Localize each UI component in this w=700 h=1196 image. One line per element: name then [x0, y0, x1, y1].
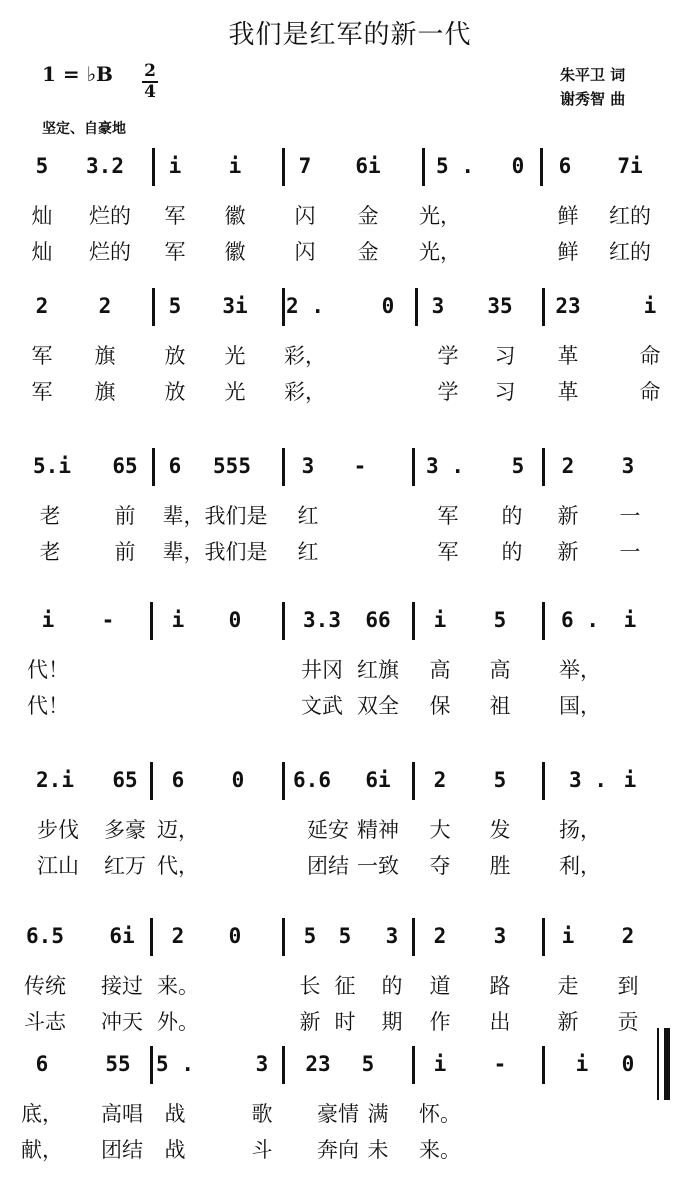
lyric-syllable: 团结 — [307, 854, 349, 878]
barline — [542, 448, 545, 486]
note: 35 — [487, 294, 513, 318]
note-row — [0, 288, 700, 328]
lyric-syllable: 团结 — [101, 1138, 143, 1162]
lyric-syllable: 学 — [437, 344, 459, 368]
note: 23 — [305, 1052, 331, 1076]
note: 0 — [231, 768, 245, 792]
note: i — [561, 924, 575, 948]
score-system — [0, 762, 700, 912]
lyric-syllable: 国， — [559, 694, 601, 718]
barline — [152, 148, 155, 186]
lyric-syllable: 军 — [31, 344, 53, 368]
lyric-syllable: 文武 — [301, 694, 343, 718]
lyric-syllable: 旗 — [94, 344, 116, 368]
barline — [542, 918, 545, 956]
barline — [282, 148, 285, 186]
lyric-syllable: 金 — [357, 204, 379, 228]
lyric-syllable: 红 — [297, 504, 319, 528]
barline — [412, 1046, 415, 1084]
note: 5 . — [156, 1052, 194, 1076]
lyric-syllable: 代！ — [27, 658, 69, 682]
note: 0 — [621, 1052, 635, 1076]
lyric-syllable: 闪 — [294, 204, 316, 228]
lyric-syllable: 底， — [21, 1102, 63, 1126]
lyric-syllable: 彩， — [284, 380, 326, 404]
composer: 谢秀智 曲 — [560, 90, 626, 108]
lyric-syllable: 贡 — [617, 1010, 639, 1034]
note: - — [493, 1052, 507, 1076]
barline — [150, 918, 153, 956]
lyric-syllable: 高 — [429, 658, 451, 682]
note: 3 — [621, 454, 635, 478]
lyric-line-1 — [0, 200, 700, 232]
barline — [152, 448, 155, 486]
lyric-syllable: 发 — [489, 818, 511, 842]
lyric-syllable: 江山 — [37, 854, 79, 878]
lyric-syllable: 道 — [429, 974, 451, 998]
lyric-syllable: 战 — [164, 1138, 186, 1162]
score-system — [0, 288, 700, 438]
lyric-syllable: 烂的 — [89, 240, 131, 264]
lyric-syllable: 扬， — [559, 818, 601, 842]
lyric-syllable: 新 — [557, 540, 579, 564]
note: 2.i — [36, 768, 74, 792]
lyric-syllable: 延安 — [307, 818, 349, 842]
lyric-syllable: 期 — [381, 1010, 403, 1034]
lyric-syllable: 命 — [639, 380, 661, 404]
note: 5 . — [436, 154, 474, 178]
score-system — [0, 148, 700, 298]
note: 2 — [621, 924, 635, 948]
lyric-syllable: 徽 — [224, 204, 246, 228]
time-signature — [142, 62, 158, 102]
note: 3 — [385, 924, 399, 948]
lyric-syllable: 军 — [437, 504, 459, 528]
lyric-syllable: 代！ — [27, 694, 69, 718]
lyric-syllable: 征 — [334, 974, 356, 998]
lyric-syllable: 高 — [489, 658, 511, 682]
lyric-line-1 — [0, 654, 700, 686]
lyric-syllable: 老 — [39, 540, 61, 564]
note-row — [0, 448, 700, 488]
note-row — [0, 762, 700, 802]
lyric-syllable: 鲜 — [557, 240, 579, 264]
lyric-syllable: 斗志 — [24, 1010, 66, 1034]
lyric-syllable: 祖 — [489, 694, 511, 718]
note: 6.6 — [293, 768, 331, 792]
lyric-syllable: 多豪 — [104, 818, 146, 842]
lyric-syllable: 烂的 — [89, 204, 131, 228]
note: - — [101, 608, 115, 632]
time-top: 2 — [144, 61, 156, 81]
lyric-line-2 — [0, 536, 700, 568]
note: 6i — [365, 768, 391, 792]
barline — [282, 602, 285, 640]
lyric-syllable: 奔向 — [317, 1138, 359, 1162]
barline — [282, 918, 285, 956]
note: 555 — [213, 454, 251, 478]
lyric-syllable: 歌 — [251, 1102, 273, 1126]
lyric-syllable: 军 — [31, 380, 53, 404]
lyric-syllable: 双全 — [357, 694, 399, 718]
score-system — [0, 1046, 700, 1196]
note: 3 — [493, 924, 507, 948]
note-row — [0, 1046, 700, 1086]
lyric-line-1 — [0, 970, 700, 1002]
lyric-syllable: 红万 — [104, 854, 146, 878]
note: 7 — [298, 154, 312, 178]
lyric-syllable: 来。 — [419, 1138, 461, 1162]
lyric-syllable: 新 — [557, 504, 579, 528]
lyric-syllable: 红旗 — [357, 658, 399, 682]
lyric-line-2 — [0, 850, 700, 882]
note: 3 . — [426, 454, 464, 478]
lyric-syllable: 斗 — [251, 1138, 273, 1162]
lyric-syllable: 放 — [164, 344, 186, 368]
barline — [412, 602, 415, 640]
barline — [282, 288, 285, 326]
lyric-syllable: 满 — [367, 1102, 389, 1126]
note: 3i — [222, 294, 248, 318]
lyricist: 朱平卫 词 — [560, 66, 626, 84]
note: 0 — [381, 294, 395, 318]
note: 65 — [112, 454, 138, 478]
lyric-syllable: 保 — [429, 694, 451, 718]
note: i — [643, 294, 657, 318]
barline — [542, 288, 545, 326]
note: 6.5 — [26, 924, 64, 948]
note: 3 — [431, 294, 445, 318]
lyric-syllable: 路 — [489, 974, 511, 998]
barline — [150, 602, 153, 640]
lyric-syllable: 一 — [619, 504, 641, 528]
barline — [412, 762, 415, 800]
barline — [412, 918, 415, 956]
barline — [152, 288, 155, 326]
lyric-syllable: 老 — [39, 504, 61, 528]
note: i — [623, 608, 637, 632]
note: 5 — [511, 454, 525, 478]
note: 3 — [301, 454, 315, 478]
note: 23 — [555, 294, 581, 318]
lyric-line-2 — [0, 1006, 700, 1038]
note: 5 — [493, 608, 507, 632]
lyric-line-2 — [0, 376, 700, 408]
lyric-syllable: 高唱 — [101, 1102, 143, 1126]
barline — [412, 448, 415, 486]
note: 66 — [365, 608, 391, 632]
final-barline-thick — [664, 1028, 670, 1100]
note: 0 — [511, 154, 525, 178]
lyric-syllable: 光， — [419, 204, 461, 228]
lyric-syllable: 鲜 — [557, 204, 579, 228]
barline — [542, 602, 545, 640]
score-system — [0, 602, 700, 752]
lyric-syllable: 精神 — [357, 818, 399, 842]
barline — [542, 1046, 545, 1084]
note-row — [0, 918, 700, 958]
note: 3 . — [569, 768, 607, 792]
note: 6 . — [561, 608, 599, 632]
lyric-syllable: 金 — [357, 240, 379, 264]
lyric-syllable: 辈，我们是 — [162, 540, 268, 564]
lyric-syllable: 新 — [299, 1010, 321, 1034]
note: i — [623, 768, 637, 792]
lyric-syllable: 代， — [157, 854, 199, 878]
lyric-syllable: 迈， — [157, 818, 199, 842]
lyric-syllable: 长 — [299, 974, 321, 998]
note: 2 — [433, 768, 447, 792]
lyric-line-2 — [0, 1134, 700, 1166]
lyric-syllable: 步伐 — [37, 818, 79, 842]
lyric-syllable: 冲天 — [101, 1010, 143, 1034]
note: 6 — [171, 768, 185, 792]
lyric-syllable: 彩， — [284, 344, 326, 368]
note: 3.2 — [86, 154, 124, 178]
note: 0 — [228, 608, 242, 632]
lyric-syllable: 旗 — [94, 380, 116, 404]
final-barline-thin — [657, 1028, 659, 1100]
note: 2 — [171, 924, 185, 948]
lyric-syllable: 的 — [501, 540, 523, 564]
note: 5 — [168, 294, 182, 318]
lyric-syllable: 利， — [559, 854, 601, 878]
lyric-syllable: 的 — [501, 504, 523, 528]
note: 7i — [617, 154, 643, 178]
lyric-syllable: 一致 — [357, 854, 399, 878]
lyric-syllable: 外。 — [157, 1010, 199, 1034]
lyric-syllable: 走 — [557, 974, 579, 998]
lyric-syllable: 徽 — [224, 240, 246, 264]
score-system — [0, 448, 700, 598]
note: i — [168, 154, 182, 178]
lyric-syllable: 胜 — [489, 854, 511, 878]
lyric-syllable: 红的 — [609, 240, 651, 264]
note: 55 — [105, 1052, 131, 1076]
lyric-syllable: 时 — [334, 1010, 356, 1034]
lyric-syllable: 闪 — [294, 240, 316, 264]
lyric-syllable: 习 — [494, 344, 516, 368]
note: 5 — [338, 924, 352, 948]
lyric-line-1 — [0, 1098, 700, 1130]
note: - — [353, 454, 367, 478]
lyric-syllable: 出 — [489, 1010, 511, 1034]
lyric-syllable: 来。 — [157, 974, 199, 998]
lyric-syllable: 红的 — [609, 204, 651, 228]
lyric-line-1 — [0, 500, 700, 532]
lyric-syllable: 光 — [224, 380, 246, 404]
note: i — [575, 1052, 589, 1076]
key-signature: 1 = ♭B — [42, 62, 113, 86]
time-bottom: 4 — [144, 82, 156, 102]
note: 6i — [109, 924, 135, 948]
lyric-line-2 — [0, 236, 700, 268]
lyric-syllable: 举， — [559, 658, 601, 682]
note: 5 — [361, 1052, 375, 1076]
barline — [422, 148, 425, 186]
note: 2 — [561, 454, 575, 478]
note: i — [171, 608, 185, 632]
note: 5 — [35, 154, 49, 178]
note-row — [0, 602, 700, 642]
lyric-syllable: 习 — [494, 380, 516, 404]
lyric-syllable: 军 — [164, 240, 186, 264]
note: 2 — [35, 294, 49, 318]
note: 2 — [433, 924, 447, 948]
note: 65 — [112, 768, 138, 792]
barline — [540, 148, 543, 186]
lyric-syllable: 战 — [164, 1102, 186, 1126]
note: 6i — [355, 154, 381, 178]
lyric-syllable: 灿 — [31, 204, 53, 228]
barline — [542, 762, 545, 800]
note: 2 — [98, 294, 112, 318]
lyric-syllable: 新 — [557, 1010, 579, 1034]
barline — [282, 762, 285, 800]
lyric-syllable: 井冈 — [301, 658, 343, 682]
lyric-syllable: 学 — [437, 380, 459, 404]
lyric-syllable: 灿 — [31, 240, 53, 264]
lyric-syllable: 光 — [224, 344, 246, 368]
lyric-syllable: 军 — [437, 540, 459, 564]
lyric-syllable: 未 — [367, 1138, 389, 1162]
note: 6 — [558, 154, 572, 178]
lyric-syllable: 革 — [557, 344, 579, 368]
lyric-syllable: 接过 — [101, 974, 143, 998]
lyric-syllable: 放 — [164, 380, 186, 404]
lyric-line-1 — [0, 814, 700, 846]
note: i — [228, 154, 242, 178]
note: 3.3 — [303, 608, 341, 632]
lyric-syllable: 怀。 — [419, 1102, 461, 1126]
lyric-syllable: 大 — [429, 818, 451, 842]
lyric-syllable: 辈，我们是 — [162, 504, 268, 528]
note: 5 — [493, 768, 507, 792]
note: i — [433, 1052, 447, 1076]
lyric-syllable: 豪情 — [317, 1102, 359, 1126]
lyric-line-1 — [0, 340, 700, 372]
lyric-syllable: 作 — [429, 1010, 451, 1034]
note: 0 — [228, 924, 242, 948]
lyric-line-2 — [0, 690, 700, 722]
note: 5.i — [33, 454, 71, 478]
note: 2 . — [286, 294, 324, 318]
lyric-syllable: 军 — [164, 204, 186, 228]
lyric-syllable: 光， — [419, 240, 461, 264]
note: 5 — [303, 924, 317, 948]
note-row — [0, 148, 700, 188]
lyric-syllable: 夺 — [429, 854, 451, 878]
lyric-syllable: 到 — [617, 974, 639, 998]
barline — [282, 1046, 285, 1084]
lyric-syllable: 命 — [639, 344, 661, 368]
barline — [150, 762, 153, 800]
note: 6 — [168, 454, 182, 478]
lyric-syllable: 前 — [114, 504, 136, 528]
barline — [150, 1046, 153, 1084]
lyric-syllable: 传统 — [24, 974, 66, 998]
lyric-syllable: 的 — [381, 974, 403, 998]
lyric-syllable: 献， — [21, 1138, 63, 1162]
lyric-syllable: 前 — [114, 540, 136, 564]
note: i — [41, 608, 55, 632]
lyric-syllable: 一 — [619, 540, 641, 564]
tempo-marking: 坚定、自豪地 — [42, 121, 126, 137]
lyric-syllable: 革 — [557, 380, 579, 404]
lyric-syllable: 红 — [297, 540, 319, 564]
note: 3 — [255, 1052, 269, 1076]
barline — [415, 288, 418, 326]
note: i — [433, 608, 447, 632]
song-title: 我们是红军的新一代 — [228, 20, 472, 50]
barline — [282, 448, 285, 486]
note: 6 — [35, 1052, 49, 1076]
